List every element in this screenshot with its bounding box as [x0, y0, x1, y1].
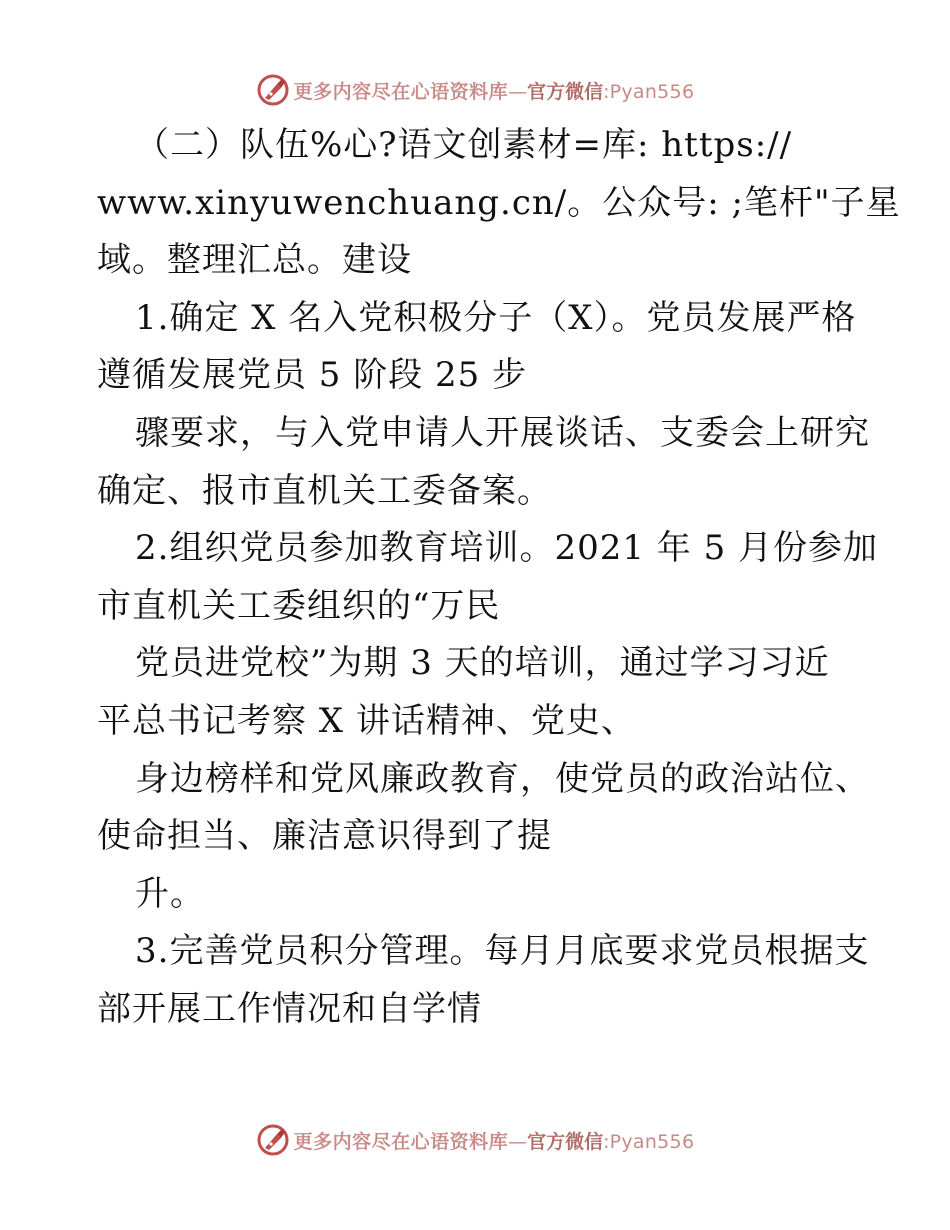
- header-banner: [0, 72, 950, 108]
- header-banner-wechat-id: Pyan556: [609, 80, 695, 103]
- footer-banner-wechat-id: Pyan556: [609, 1130, 695, 1153]
- body-line: 党员进党校”为期 3 天的培训，通过学习习近: [135, 643, 830, 684]
- body-line: 骤要求，与入党申请人开展谈话、支委会上研究: [135, 412, 870, 453]
- body-line: 3.完善党员积分管理。每月月底要求党员根据支: [135, 931, 870, 972]
- header-banner-wechat-label: 官方微信: [527, 80, 604, 103]
- body-line: 升。: [135, 873, 205, 914]
- header-banner-text: [294, 77, 695, 104]
- footer-banner-separator: :: [603, 1130, 610, 1153]
- body-line: 市直机关工委组织的“万民: [97, 585, 501, 626]
- body-line: 平总书记考察 X 讲话精神、党史、: [97, 700, 636, 741]
- header-banner-main: 更多内容尽在心语资料库: [293, 80, 509, 103]
- body-line: 1.确定 X 名入党积极分子（X）。党员发展严格: [135, 297, 857, 338]
- footer-banner-dash: —: [508, 1130, 528, 1153]
- body-line: www.xinyuwenchuang.cn/。公众号: ;笔杆"子星: [97, 182, 901, 223]
- footer-banner-main: 更多内容尽在心语资料库: [293, 1130, 509, 1153]
- header-banner-dash: —: [508, 80, 528, 103]
- body-line: 确定、报市直机关工委备案。: [97, 470, 552, 511]
- body-line: 2.组织党员参加教育培训。2021 年 5 月份参加: [135, 528, 879, 569]
- body-line: 域。整理汇总。建设: [97, 240, 412, 281]
- footer-banner-text: [294, 1127, 695, 1154]
- body-line: 使命担当、廉洁意识得到了提: [97, 816, 552, 857]
- document-body: [97, 117, 901, 1039]
- pen-nib-logo-icon: [256, 73, 290, 107]
- body-line: 身边榜样和党风廉政教育，使党员的政治站位、: [135, 758, 870, 799]
- footer-banner: [0, 1122, 950, 1158]
- header-banner-separator: :: [603, 80, 610, 103]
- body-line: 部开展工作情况和自学情: [97, 988, 482, 1029]
- body-line: （二）队伍%心?语文创素材=库: https://: [135, 125, 793, 165]
- body-line: 遵循发展党员 5 阶段 25 步: [97, 355, 528, 396]
- pen-nib-logo-icon: [256, 1123, 290, 1157]
- footer-banner-wechat-label: 官方微信: [527, 1130, 604, 1153]
